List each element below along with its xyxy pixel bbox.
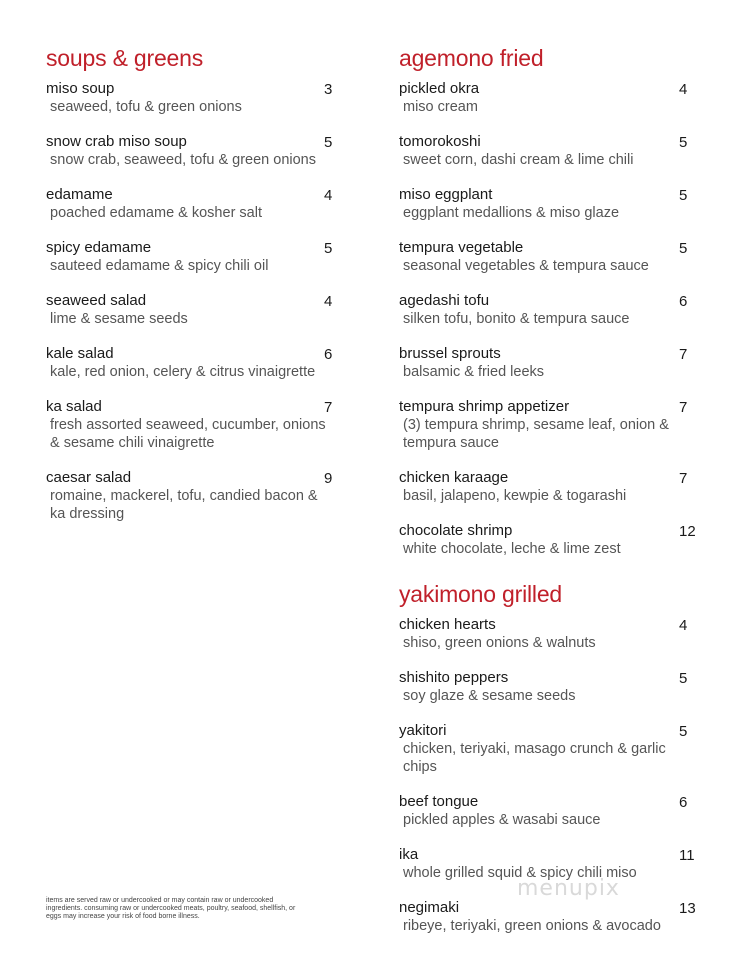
item-price: 5 [324, 240, 333, 257]
item-name: seaweed salad [46, 292, 147, 309]
menu-item [46, 186, 346, 222]
item-price: 4 [679, 81, 688, 98]
item-price: 4 [324, 187, 333, 204]
item-price: 5 [679, 187, 688, 204]
item-description: shiso, green onions & walnuts [403, 635, 596, 651]
menu-item [399, 398, 699, 452]
item-description: miso cream [403, 99, 478, 115]
section-title [399, 580, 699, 608]
item-price: 3 [324, 81, 333, 98]
item-price: 6 [679, 794, 688, 811]
menu-item [399, 292, 699, 328]
item-name: ka salad [46, 398, 102, 415]
item-description: soy glaze & sesame seeds [403, 688, 576, 704]
item-price: 12 [679, 523, 696, 540]
item-description: silken tofu, bonito & tempura sauce [403, 311, 630, 327]
item-name: miso soup [46, 80, 115, 97]
item-price: 5 [679, 134, 688, 151]
item-price: 4 [324, 293, 333, 310]
item-description: whole grilled squid & spicy chili miso [403, 865, 637, 881]
item-price: 5 [324, 134, 333, 151]
left-column [46, 44, 346, 540]
item-price: 5 [679, 240, 688, 257]
menu-item [46, 398, 346, 452]
item-description: white chocolate, leche & lime zest [403, 541, 621, 557]
item-name: brussel sprouts [399, 345, 501, 362]
item-description: fresh assorted seaweed, cucumber, onions & sesame chili vinaigrette [50, 417, 326, 451]
menu-item [399, 522, 699, 558]
section-title-sub: grilled [502, 581, 563, 607]
item-description: seaweed, tofu & green onions [50, 99, 242, 115]
menu-item [399, 345, 699, 381]
section-title-main: agemono [399, 45, 494, 71]
item-name: edamame [46, 186, 113, 203]
item-price: 6 [324, 346, 333, 363]
menu-item [399, 469, 699, 505]
item-name: tempura shrimp appetizer [399, 398, 570, 415]
item-description: kale, red onion, celery & citrus vinaigrette [50, 364, 316, 380]
item-description: eggplant medallions & miso glaze [403, 205, 620, 221]
menu-item [46, 345, 346, 381]
item-description: (3) tempura shrimp, sesame leaf, onion & tempura sauce [403, 417, 669, 451]
item-price: 5 [679, 670, 688, 687]
item-name: pickled okra [399, 80, 480, 97]
menu-item [46, 133, 346, 169]
item-price: 7 [679, 470, 688, 487]
section-title [46, 44, 346, 72]
item-name: chicken hearts [399, 616, 496, 633]
menu-item [399, 133, 699, 169]
item-price: 7 [679, 399, 688, 416]
item-name: snow crab miso soup [46, 133, 187, 150]
item-price: 4 [679, 617, 688, 634]
item-description: lime & sesame seeds [50, 311, 188, 327]
item-description: basil, jalapeno, kewpie & togarashi [403, 488, 627, 504]
menu-item [399, 669, 699, 705]
item-name: tempura vegetable [399, 239, 524, 256]
item-name: kale salad [46, 345, 114, 362]
item-name: spicy edamame [46, 239, 152, 256]
item-name: beef tongue [399, 793, 479, 810]
item-name: miso eggplant [399, 186, 493, 203]
menu-item [46, 469, 346, 523]
watermark: menupix [517, 876, 620, 901]
section-title-main: soups & greens [46, 45, 204, 71]
item-description: chicken, teriyaki, masago crunch & garlic chips [403, 741, 666, 775]
item-price: 11 [679, 847, 695, 864]
section-title-main: yakimono [399, 581, 496, 607]
item-description: ribeye, teriyaki, green onions & avocado [403, 918, 661, 934]
menu-item [46, 292, 346, 328]
menu-item [399, 239, 699, 275]
item-price: 5 [679, 723, 688, 740]
item-price: 9 [324, 470, 333, 487]
item-price: 6 [679, 293, 688, 310]
item-name: ika [399, 846, 419, 863]
item-name: caesar salad [46, 469, 132, 486]
item-description: sauteed edamame & spicy chili oil [50, 258, 269, 274]
section-soups-greens [46, 44, 346, 523]
item-price: 13 [679, 900, 696, 917]
menu-item [46, 239, 346, 275]
item-description: snow crab, seaweed, tofu & green onions [50, 152, 316, 168]
menu-item [399, 722, 699, 776]
item-price: 7 [679, 346, 688, 363]
item-description: pickled apples & wasabi sauce [403, 812, 601, 828]
menu-item [46, 80, 346, 116]
item-name: yakitori [399, 722, 447, 739]
section-agemono [399, 44, 699, 558]
item-name: chicken karaage [399, 469, 509, 486]
item-description: poached edamame & kosher salt [50, 205, 262, 221]
section-title [399, 44, 699, 72]
item-name: tomorokoshi [399, 133, 481, 150]
item-name: negimaki [399, 899, 460, 916]
item-price: 7 [324, 399, 333, 416]
menu-item [399, 186, 699, 222]
item-description: romaine, mackerel, tofu, candied bacon & ka dressing [50, 488, 318, 522]
food-safety-disclaimer: items are served raw or undercooked or may contain raw or undercooked ingredients. consuming raw or undercooked meats, poultry, seafood, shellfish, or eggs may increase your risk of food borne illness. [46, 897, 296, 920]
item-description: seasonal vegetables & tempura sauce [403, 258, 649, 274]
item-name: chocolate shrimp [399, 522, 513, 539]
item-description: sweet corn, dashi cream & lime chili [403, 152, 634, 168]
item-name: agedashi tofu [399, 292, 490, 309]
menu-item [399, 616, 699, 652]
section-title-sub: fried [499, 45, 544, 71]
menu-item [399, 80, 699, 116]
menu-item [399, 899, 699, 935]
menu-item [399, 793, 699, 829]
item-description: balsamic & fried leeks [403, 364, 545, 380]
item-name: shishito peppers [399, 669, 509, 686]
right-column [399, 44, 699, 952]
